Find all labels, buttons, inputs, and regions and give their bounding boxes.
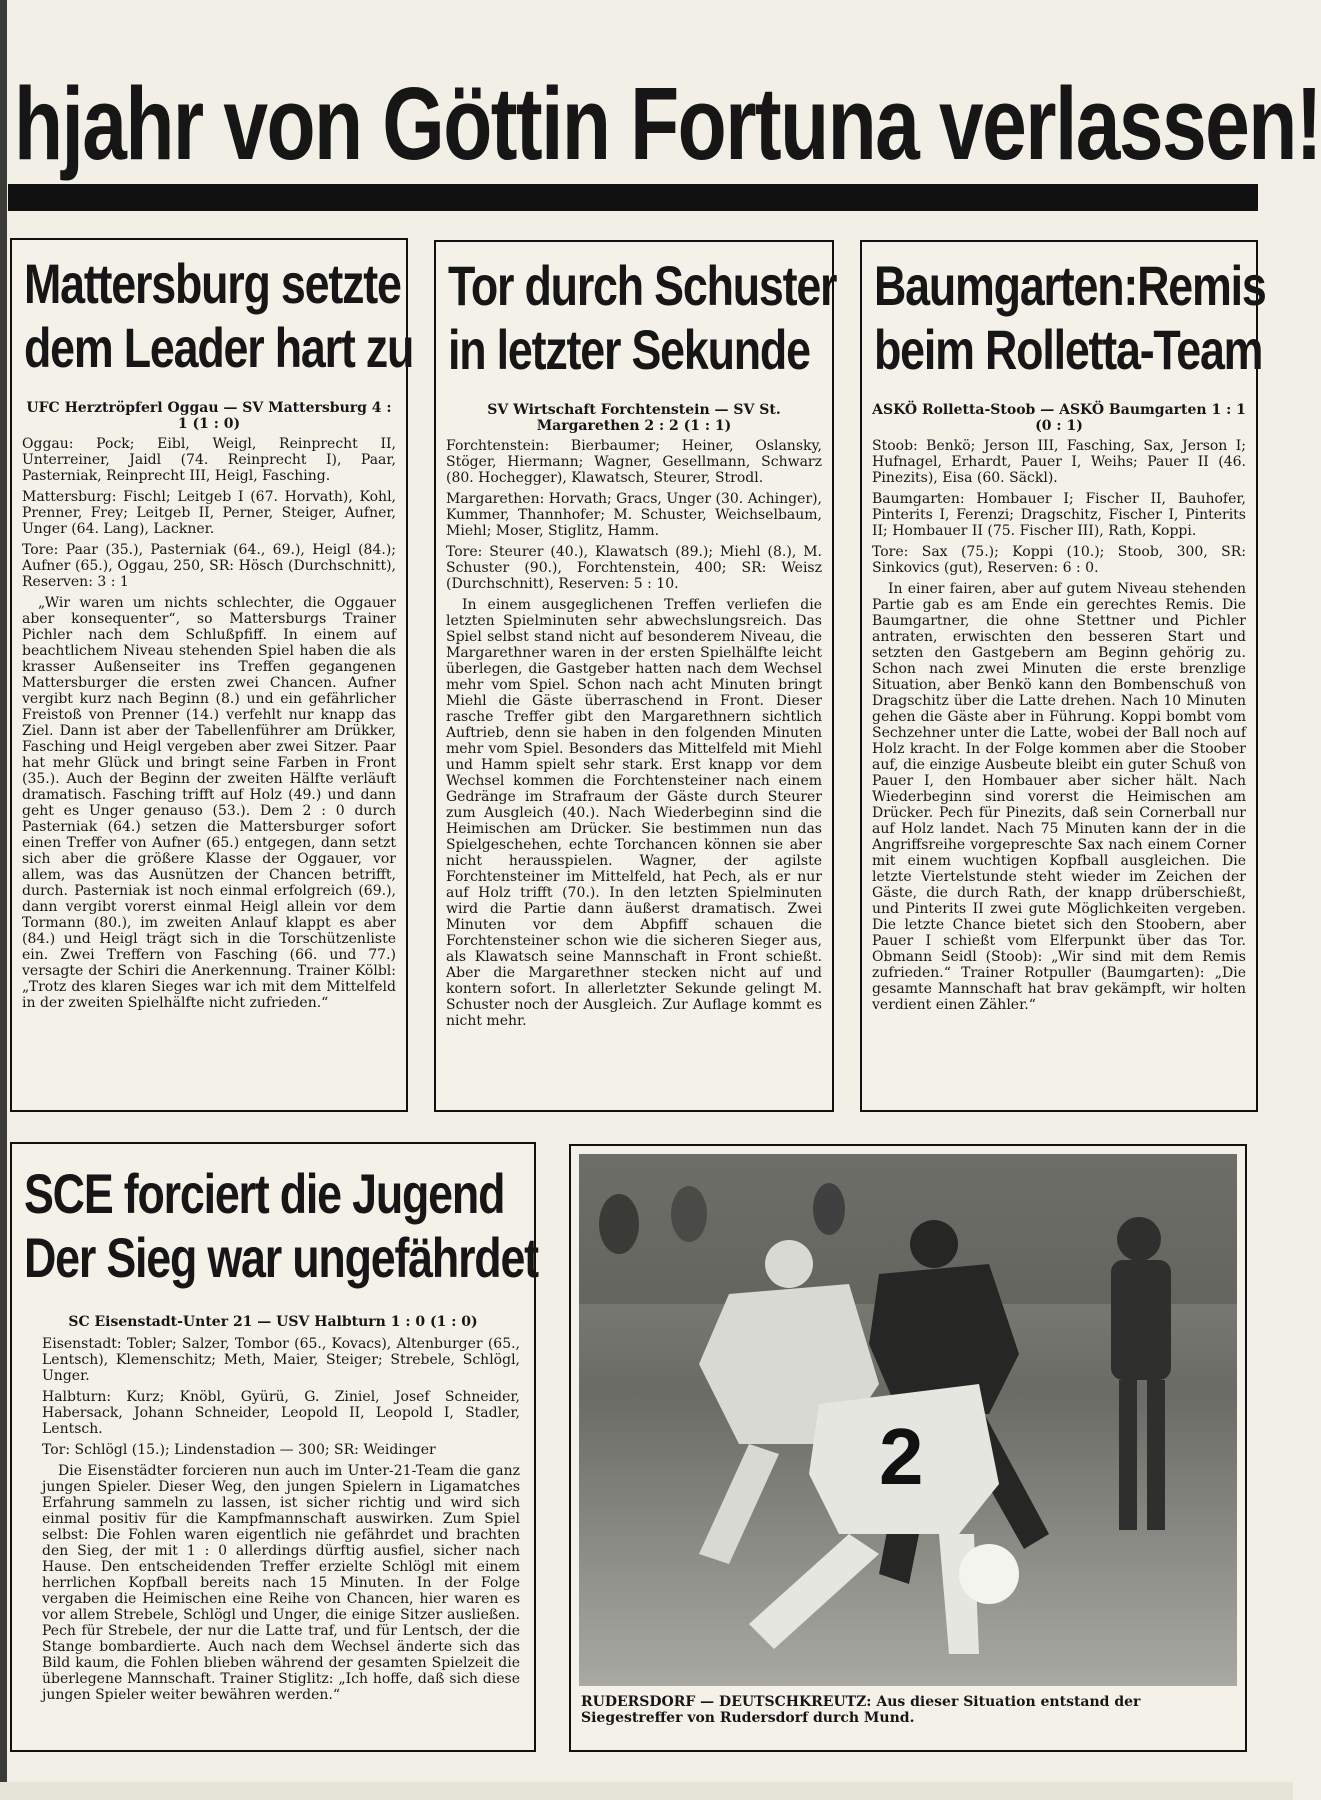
photo-caption: RUDERSDORF — DEUTSCHKREUTZ: Aus dieser Situation entstand der Siegestreffer von Rudersdorf durch Mund. (581, 1694, 1141, 1726)
match-stats: Tore: Paar (35.), Pasterniak (64., 69.), Heigl (84.); Aufner (65.), Oggau, 250, SR: Hösch (Durchschnitt), Reserven: 3 : 1 (22, 542, 396, 590)
article-title (436, 242, 837, 402)
title-line-1: SCE forciert die Jugend (24, 1162, 505, 1225)
article-body (862, 434, 1256, 1013)
lineup-home: Stoob: Benkö; Jerson III, Fasching, Sax, Jerson I; Hufnagel, Erhardt, Pauer I, Weihs; Pauer II (46. Pinezits), Eisa (60. Säckl). (872, 438, 1246, 486)
lineup-away: Margarethen: Horvath; Gracs, Unger (30. Achinger), Kummer, Thannhofer; M. Schuster, Weichselbaum, Miehl; Moser, Stiglitz, Hamm. (446, 491, 823, 539)
article-forchtenstein (434, 240, 837, 1112)
article-body (12, 1330, 534, 1703)
match-stats: Tore: Sax (75.); Koppi (10.); Stoob, 300, SR: Sinkovics (gut), Reserven: 6 : 0. (872, 544, 1246, 576)
title-line-2: Der Sieg war ungefährdet (24, 1226, 538, 1289)
article-title (12, 240, 414, 400)
match-photo (579, 1154, 1237, 1686)
jersey-number: 2 (879, 1412, 924, 1501)
page-footer-strip (0, 1782, 1293, 1800)
lineup-away: Halbturn: Kurz; Knöbl, Gyürü, G. Ziniel, Josef Schneider, Habersack, Johann Schneider, Leopold II, Leopold I, Stadler, Lentsch. (42, 1389, 520, 1437)
lineup-away: Baumgarten: Hombauer I; Fischer II, Bauhofer, Pinterits I, Ferenzi; Dragschitz, Fischer I, Pinterits II; Hombauer II (75. Fischer III), Rath, Koppi. (872, 491, 1246, 539)
match-photo-illustration (579, 1154, 1237, 1686)
page-edge (0, 0, 7, 1800)
match-stats: Tor: Schlögl (15.); Lindenstadion — 300; SR: Weidinger (42, 1442, 436, 1458)
lineup-home: Forchtenstein: Bierbaumer; Heiner, Oslansky, Stöger, Hiermann; Wagner, Gesellmann, Schwarz (80. Hochegger), Klawatsch, Steurer, Strodl. (446, 438, 822, 486)
article-text: In einem ausgeglichenen Treffen verliefen die letzten Spielminuten sehr abwechslungsreich. Das Spiel selbst stand nicht auf besonderem Niveau, die Margarethner waren in der ersten Spielhälfte leicht überlegen, die Gastgeber hatten nach dem Wechsel mehr vom Spiel. Schon nach acht Minuten bringt Miehl die Gäste überraschend in Front. Dieser rasche Treffer gibt den Margarethnern sichtlich Auftrieb, denn sie haben in den folgenden Minuten mehr vom Spiel. Besonders das Mittelfeld mit Miehl und Hamm spielt sehr stark. Erst knapp vor dem Wechsel kommen die Forchtensteiner nach einem Gedränge im Strafraum der Gäste durch Steurer zum Ausgleich (40.). Nach Wiederbeginn sind die Heimischen am Drücker. Sie bestimmen nun das Spielgeschehen, echte Torchancen können sie aber nicht herausspielen. Wagner, der agilste Forchtensteiner im Mittelfeld, hat Pech, als er nur auf Holz trifft (70.). In den letzten Spielminuten wird die Partie dann äußerst dramatisch. Zwei Minuten vor dem Abpfiff schauen die Forchtensteiner schon wie die sicheren Sieger aus, als Klawatsch seine Mannschaft in Front schießt. Aber die Margarethner stecken nicht auf und kontern sofort. In allerletzter Sekunde gelingt M. Schuster noch der Ausgleich. Zur Auflage kommt es nicht mehr. (446, 597, 822, 1029)
match-stats: Tore: Steurer (40.), Klawatsch (89.); Miehl (8.), M. Schuster (90.), Forchtenstein, 400; SR: Weisz (Durchschnitt), Reserven: 5 : 10. (446, 544, 822, 592)
article-text: In einer fairen, aber auf gutem Niveau stehenden Partie gab es am Ende ein gerechtes Remis. Die Baumgartner, die ohne Stettner und Pichler antraten, erwischten den besseren Start und setzten den Gastgebern am Beginn gehörig zu. Schon nach zwei Minuten die erste brenzlige Situation, aber Benkö kann den Bombenschuß von Dragschitz über die Latte drehen. Nach 10 Minuten gehen die Gäste aber in Führung. Koppi bombt vom Sechzehner unter die Latte, wobei der Ball noch auf Holz kracht. In der Folge kommen aber die Stoober auf, die einzige Ausbeute bleibt ein guter Schuß von Pauer I, den Hombauer aber sicher hält. Nach Wiederbeginn sind vorerst die Heimischen am Drücker. Pech für Pinezits, daß sein Cornerball nur auf Holz landet. Nach 75 Minuten kann der in die Angriffsreihe vorgepreschte Sax nach einem Corner mit einem wuchtigen Kopfball ausgleichen. Die letzte Viertelstunde steht wieder im Zeichen der Gäste, die durch Rath, der knapp drüberschießt, und Pinterits II zwei gute Möglichkeiten vergeben. Die letzte Chance bietet sich den Stoobern, aber Pauer I schießt vom Elferpunkt über das Tor. Obmann Seidl (Stoob): „Wir sind mit dem Remis zufrieden.“ Trainer Rotpuller (Baumgarten): „Die gesamte Mannschaft hat brav gekämpft, wir holten verdient einen Zähler.“ (872, 581, 1246, 1013)
article-body (436, 434, 832, 1029)
title-line-2: dem Leader hart zu (24, 316, 414, 379)
article-mattersburg (10, 238, 414, 1112)
article-text: Die Eisenstädter forcieren nun auch im Unter-21-Team die ganz jungen Spieler. Dieser Weg, den jungen Spielern in Ligamatches Erfahrung sammeln zu lassen, ist sicher richtig und wird sich einmal positiv für die Kampfmannschaft auswirken. Zum Spiel selbst: Die Fohlen waren eigentlich nie gefährdet und brachten den Sieg, der mit 1 : 0 allerdings dürftig ausfiel, sicher nach Hause. Den entscheidenden Treffer erzielte Schlögl mit einem herrlichen Kopfball bereits nach 15 Minuten. In der Folge vergaben die Heimischen eine Reihe von Chancen, hier waren es vor allem Strebele, Schlögl und Unger, die einige Sitzer ausließen. Pech für Strebele, der nur die Latte traf, und für Lentsch, der die Stange bombardierte. Auch nach dem Wechsel änderte sich das Bild kaum, die Fohlen blieben während der gesamten Spielzeit die überlegene Mannschaft. Trainer Stiglitz: „Ich hoffe, daß sich diese jungen Spieler weiter bewähren werden.“ (42, 1463, 520, 1703)
article-eisenstadt (10, 1142, 536, 1752)
match-line: SC Eisenstadt-Unter 21 — USV Halbturn 1 : 0 (1 : 0) (68, 1314, 478, 1330)
article-body (12, 432, 406, 1011)
title-line-2: in letzter Sekunde (448, 318, 810, 381)
page-headline: hjahr von Göttin Fortuna verlassen! (14, 66, 1321, 181)
photo-box (569, 1144, 1247, 1752)
lineup-away: Mattersburg: Fischl; Leitgeb I (67. Horvath), Kohl, Prenner, Frey; Leitgeb II, Perner, Steiger, Aufner, Unger (64. Lang), Lackner. (22, 489, 396, 537)
match-line: ASKÖ Rolletta-Stoob — ASKÖ Baumgarten 1 : 1 (0 : 1) (872, 402, 1246, 434)
match-line: SV Wirtschaft Forchtenstein — SV St. Margarethen 2 : 2 (1 : 1) (487, 402, 781, 434)
title-line-2: beim Rolletta-Team (874, 318, 1263, 381)
article-text: „Wir waren um nichts schlechter, die Oggauer aber konsequenter“, so Mattersburgs Trainer Pichler nach dem Schlußpfiff. In einem auf beachtlichem Niveau stehenden Spiel haben die als krasser Außenseiter ins Treffen gegangenen Mattersburger die ersten zwei Chancen. Aufner vergibt kurz nach Beginn (8.) und ein gefährlicher Freistoß von Prenner (14.) verfehlt nur knapp das Ziel. Dann ist aber der Tabellenführer am Drükker, Fasching und Heigl vergeben aber zwei Sitzer. Paar hat mehr Glück und bringt seine Farben in Front (35.). Auch der Beginn der zweiten Hälfte verläuft dramatisch. Fasching trifft auf Holz (49.) und dann geht es Unger genauso (53.). Dem 2 : 0 durch Pasterniak (64.) setzen die Mattersburger sofort einen Treffer von Aufner (65.) entgegen, dann setzt sich aber die größere Klasse der Oggauer, vor allem, was das Ausnützen der Chancen betrifft, durch. Pasterniak ist noch einmal erfolgreich (69.), dann vergibt vorerst einmal Heigl allein vor dem Tormann (80.), im zweiten Anlauf klappt es aber (84.) und Heigl trägt sich in die Torschützenliste ein. Zwei Treffern von Fasching (66. und 77.) versagte der Schiri die Anerkennung. Trainer Kölbl: „Trotz des klaren Sieges war ich mit dem Mittelfeld in der zweiten Spielhälfte nicht zufrieden.“ (22, 595, 396, 1011)
lineup-home: Eisenstadt: Tobler; Salzer, Tombor (65., Kovacs), Altenburger (65., Lentsch), Klemenschitz; Meth, Maier, Steiger; Strebele, Schlögl, Unger. (42, 1336, 520, 1384)
lineup-home: Oggau: Pock; Eibl, Weigl, Reinprecht II, Unterreiner, Jaidl (74. Reinprecht I), Paar, Pasterniak, Reinprecht III, Heigl, Fasching. (22, 436, 396, 484)
title-line-1: Tor durch Schuster (448, 254, 837, 317)
article-title (862, 242, 1266, 402)
article-title (12, 1144, 538, 1314)
title-line-1: Mattersburg setzte (24, 252, 401, 315)
football (959, 1544, 1019, 1604)
article-baumgarten (860, 240, 1266, 1112)
title-line-1: Baumgarten:Remis (874, 254, 1266, 317)
match-line: UFC Herztröpferl Oggau — SV Mattersburg 4 : 1 (1 : 0) (26, 400, 392, 432)
headline-rule (8, 184, 1258, 211)
